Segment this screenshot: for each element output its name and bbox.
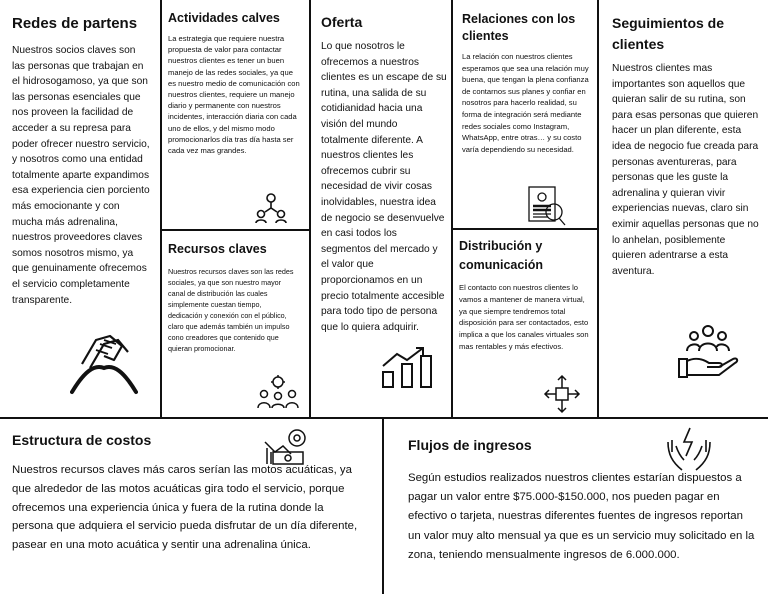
revenue-streams-title: Flujos de ingresos	[408, 437, 532, 453]
team-gear-icon	[256, 375, 300, 409]
key-partners-text: Nuestros socios claves son las personas que trabajan en el hidrosogamoso, ya que son las personas esenciales que nos proveen la facilidad de acceder a su represa para poder ofrecer nuestro servicio, y nosotros como una entidad totalmente aparte expandimos esa experiencia cien porciento más emocionante y con mucha más adrenalina, nuestros proveedores claves somos nosotros mismo, ya que genuinamente ofrecemos el servicio completamente transparente.	[12, 45, 150, 306]
key-activities-title: Actividades calves	[168, 11, 280, 25]
cost-structure-text: Nuestros recursos claves más caros serían las motos acuáticas, ya que alrededor de las motos acuáticas gira todo el servicio, porque ofrecemos una experiencia única y fuera de la rutina donde la persona que adquiera el servicio pueda disfrutar de un día diferente, pasear en una moto acuática y sentir una adrenalina única.	[12, 464, 358, 552]
cost-structure-title: Estructura de costos	[12, 432, 152, 448]
customer-relationships-text: La relación con nuestros clientes esperamos que sea una relación muy buena, que tengan la plena confianza de contarnos sus planes y confiar en nosotros para hacerlo realidad, su forma de integración será mediante redes sociales como Instagram, WhatsApp, entre otras… y su costo varía dependiendo su necesidad.	[462, 52, 589, 154]
key-partners-title: Redes de partens	[12, 15, 138, 32]
hands-lightning-icon	[666, 426, 712, 472]
hand-people-icon	[677, 323, 739, 379]
cost-structure-section	[0, 419, 382, 594]
value-proposition-title: Oferta	[321, 14, 363, 30]
handshake-icon	[70, 330, 138, 398]
channels-text: El contacto con nuestros clientes lo vamos a mantener de manera virtual, ya que siempre tendremos total disposición para ser contactados, esto implica a que los canales virtuales son mas rentables y más efectivos.	[459, 283, 589, 351]
growth-chart-icon	[381, 346, 435, 388]
team-icon	[255, 192, 287, 224]
distribution-arrows-icon	[543, 374, 581, 414]
customer-segments-title: Seguimientos de clientes	[612, 15, 725, 52]
profile-document-icon	[528, 186, 566, 226]
key-resources-text: Nuestros recursos claves son las redes sociales, ya que son nuestro mayor canal de distribución las cuales simplemente cuestan tiempo, dedicación y conexión con el público, claro que además también un impulso cono creadores que contenido que quieran promocionar.	[168, 267, 294, 353]
value-proposition-text: Lo que nosotros le ofrecemos a nuestros clientes es un escape de su rutina, una salida de su cotidianidad hacia una visión del mundo totalmente diferente. A nuestros clientes les ofrecemos cubrir su necesidad de vivir cosas inolvidables, nuestra idea de negocio se desenvuelve en casi todos los segmentos del mercado y el valor que proporcionamos en un precio totalmente accesible para todo tipo de persona que lo quiera adquirir.	[321, 41, 447, 333]
cost-money-icon	[263, 428, 309, 466]
customer-relationships-section	[453, 0, 597, 228]
channels-title: Distribución y comunicación	[459, 239, 544, 272]
key-activities-text: La estrategia que requiere nuestra propuesta de valor para contactar nuestros clientes es tener un buen manejo de las redes sociales, ya que es nuestro medio de comunicación con nuestros clientes, requiere un manejo diario y permanente con nuestros incidentes, interacción diaria con cada uno de ellos, y del mismo modo promocionarlos día tras día hasta ser cada vez mas grandes.	[168, 34, 300, 156]
customer-relationships-title: Relaciones con los clientes	[462, 12, 576, 43]
key-resources-title: Recursos claves	[168, 242, 267, 256]
customer-segments-text: Nuestros clientes mas importantes son aquellos que quieran salir de su rutina, son para esas personas que quieren hacer un plan diferente, esta idea de negocio fue creada para personas aventureras, para personas que les guste la adrenalina y quieran vivir experiencias nuevas, claro sin eximir aquellas personas que no lo anhelan, posiblemente quieren adentrarse a esta aventura.	[612, 63, 759, 277]
revenue-streams-text: Según estudios realizados nuestros clientes estarían dispuestos a pagar un valor entre $75.000-$150.000, nos pueden pagar en efectivo o tarjeta, nuestras diferentes fuentes de ingresos reportan un valor muy alto mensual ya que es un servicio muy solicitado en la zona, teniendo mensualmente ingresos de 6.000.000.	[408, 472, 755, 561]
